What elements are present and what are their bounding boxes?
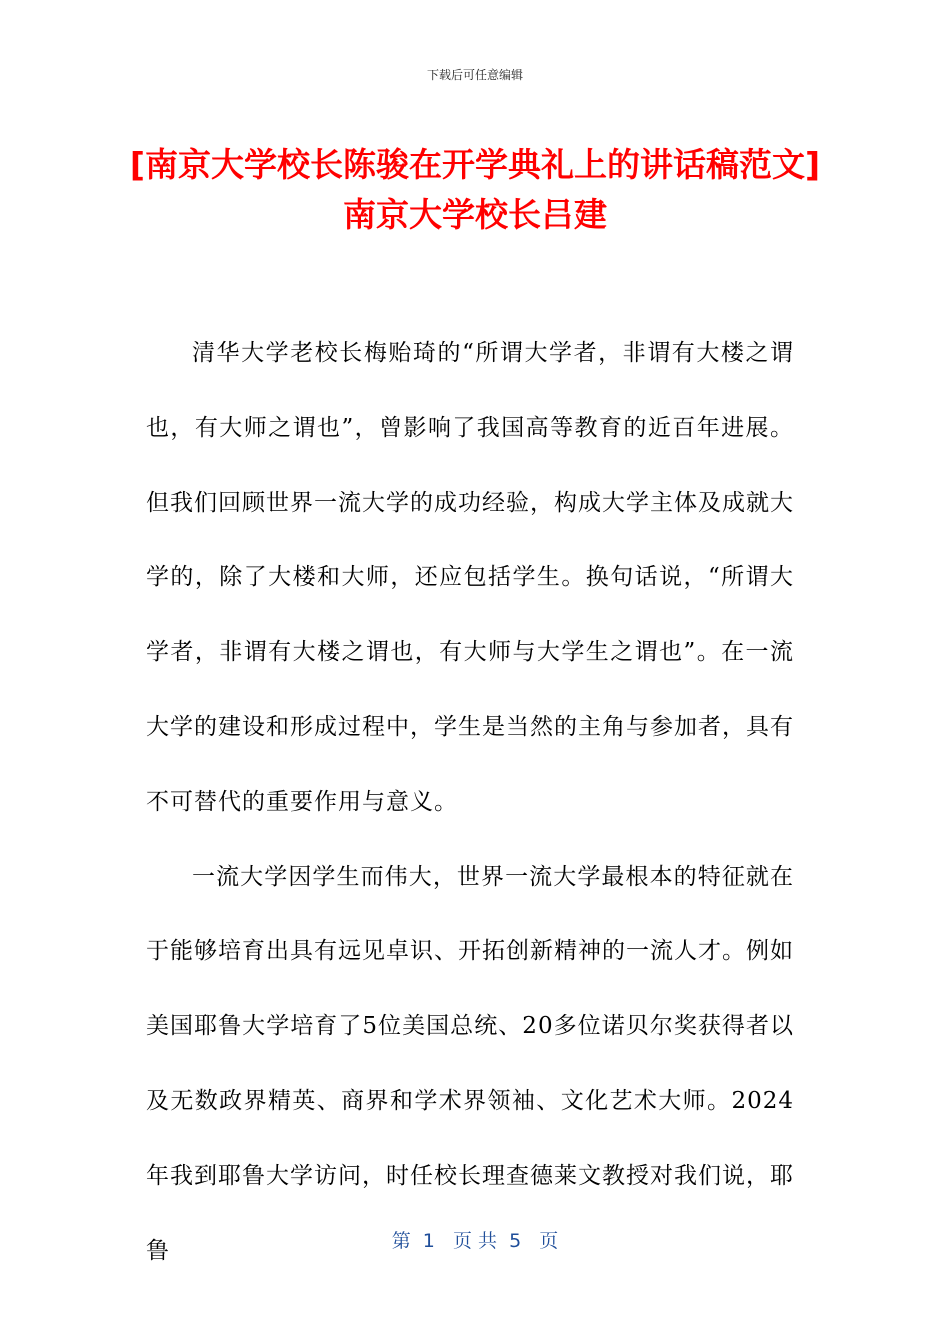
- paragraph: 一流大学因学生而伟大，世界一流大学最根本的特征就在于能够培育出具有远见卓识、开拓创新精神的一流人才。例如美国耶鲁大学培育了5位美国总统、20多位诺贝尔奖获得者以及无数政界精英、商界和学术界领袖、文化艺术大师。2024年我到耶鲁大学访问，时任校长理查德莱文教授对我们说，耶鲁: [146, 863, 794, 1264]
- document-body: [146, 316, 794, 1288]
- page-number-footer: 第 1 页 共 5 页: [391, 1230, 559, 1252]
- document-title: [南京大学校长陈骏在开学典礼上的讲话稿范文] 南京大学校长吕建: [129, 145, 821, 234]
- paragraph: 清华大学老校长梅贻琦的“所谓大学者，非谓有大楼之谓也，有大师之谓也”，曾影响了我国高等教育的近百年进展。但我们回顾世界一流大学的成功经验，构成大学主体及成就大学的，除了大楼和大师，还应包括学生。换句话说，“所谓大学者，非谓有大楼之谓也，有大师与大学生之谓也”。在一流大学的建设和形成过程中，学生是当然的主角与参加者，具有不可替代的重要作用与意义。: [146, 340, 794, 815]
- header-note: 下载后可任意编辑: [426, 68, 523, 82]
